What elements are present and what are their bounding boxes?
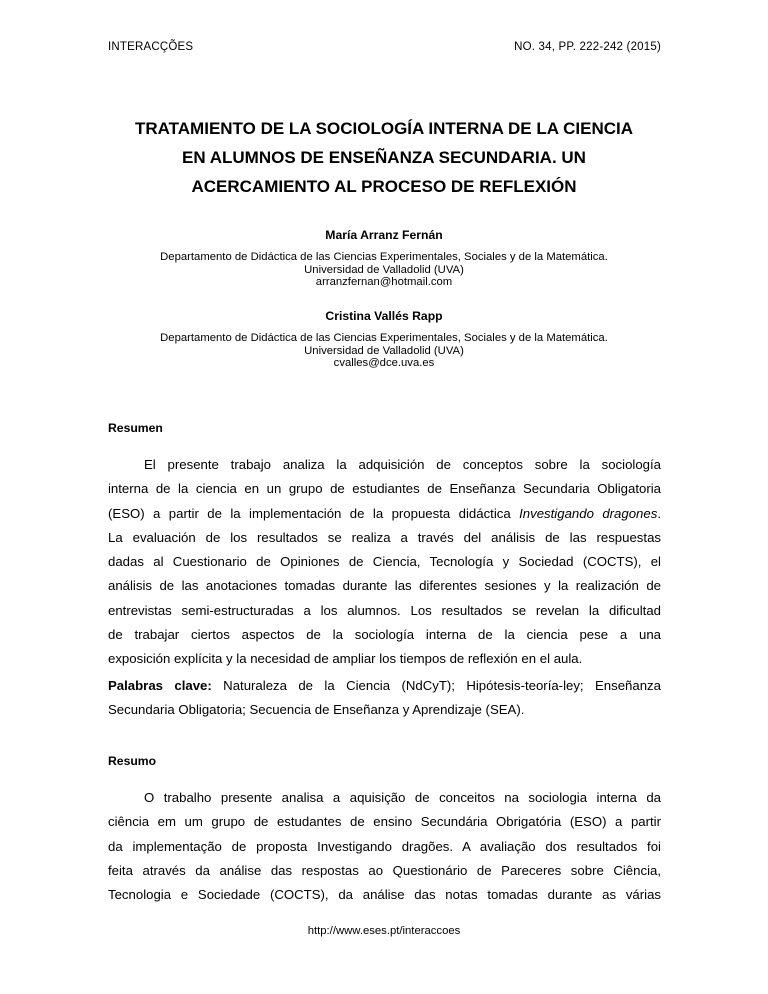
resumen-heading: Resumen	[108, 421, 163, 435]
article-title	[90, 114, 678, 201]
paragraph-line: entrevistas semi-estructuradas a los alumnos. Los resultados se revelan la dificultad	[108, 602, 661, 618]
paragraph-line: dadas al Cuestionario de Opiniones de Ciencia, Tecnología y Sociedad (COCTS), el	[108, 554, 661, 570]
affiliation-university: Universidad de Valladolid (UVA)	[304, 263, 464, 276]
line-text: .	[657, 505, 661, 521]
paragraph-line	[108, 502, 661, 526]
author-affiliation	[90, 251, 678, 289]
footer-url[interactable]: http://www.eses.pt/interaccoes	[307, 925, 461, 937]
journal-name: INTERACÇÕES	[108, 41, 194, 53]
paragraph-line: feita através da análise das respostas ao Questionário de Pareceres sobre Ciência,	[108, 862, 661, 878]
resumo-paragraph	[108, 786, 661, 907]
italic-title: Investigando dragones	[519, 505, 658, 521]
affiliation-department: Departamento de Didáctica de las Ciencias Experimentales, Sociales y de la Matemática.	[160, 332, 608, 344]
title-line: EN ALUMNOS DE ENSEÑANZA SECUNDARIA. UN	[182, 148, 586, 167]
paragraph-line: El presente trabajo analiza la adquisición de conceptos sobre la sociología	[144, 457, 661, 472]
author-name: Cristina Vallés Rapp	[325, 309, 443, 323]
paragraph-line: ciência em um grupo de estudantes de ensino Secundária Obrigatória (ESO) a partir	[108, 814, 661, 830]
paragraph-line: La evaluación de los resultados se realiza a través del análisis de las respuestas	[108, 529, 661, 545]
paragraph-line: da implementação de proposta Investigando dragões. A avaliação dos resultados foi	[108, 838, 661, 854]
issue-info: NO. 34, PP. 222-242 (2015)	[514, 41, 661, 53]
affiliation-department: Departamento de Didáctica de las Ciencias Experimentales, Sociales y de la Matemática.	[160, 251, 608, 263]
keywords-line	[108, 674, 661, 698]
paragraph-line: O trabalho presente analisa a aquisição de conceitos na sociologia interna da	[144, 790, 661, 805]
keywords-block	[108, 674, 661, 723]
paragraph-line: análisis de las anotaciones tomadas durante las diferentes sesiones y la realización de	[108, 578, 661, 594]
title-line: TRATAMIENTO DE LA SOCIOLOGÍA INTERNA DE LA CIENCIA	[134, 119, 634, 138]
title-line: ACERCAMIENTO AL PROCESO DE REFLEXIÓN	[191, 177, 577, 196]
paragraph-line: interna de la ciencia en un grupo de estudiantes de Enseñanza Secundaria Obligatoria	[108, 481, 661, 497]
author-affiliation	[90, 332, 678, 370]
resumen-paragraph	[108, 453, 661, 672]
paragraph-line: de trabajar ciertos aspectos de la sociología interna de la ciencia pese a una	[108, 627, 661, 643]
paragraph-line: Tecnologia e Sociedade (COCTS), da análise das notas tomadas durante as várias	[108, 887, 661, 903]
keywords-line: Secundaria Obligatoria; Secuencia de Enseñanza y Aprendizaje (SEA).	[108, 702, 525, 718]
keywords-label: Palabras clave:	[108, 678, 212, 693]
resumo-heading: Resumo	[108, 754, 157, 768]
author-email: arranzfernan@hotmail.com	[315, 276, 453, 289]
author-name: María Arranz Fernán	[325, 228, 443, 242]
paragraph-line: exposición explícita y la necesidad de ampliar los tiempos de reflexión en el aula.	[108, 651, 583, 667]
author-email: cvalles@dce.uva.es	[333, 357, 435, 370]
keywords-text: Naturaleza de la Ciencia (NdCyT); Hipótesis-teoría-ley; Enseñanza	[211, 678, 661, 693]
line-text: (ESO) a partir de la implementación de la propuesta didáctica	[108, 505, 520, 521]
affiliation-university: Universidad de Valladolid (UVA)	[304, 344, 464, 357]
